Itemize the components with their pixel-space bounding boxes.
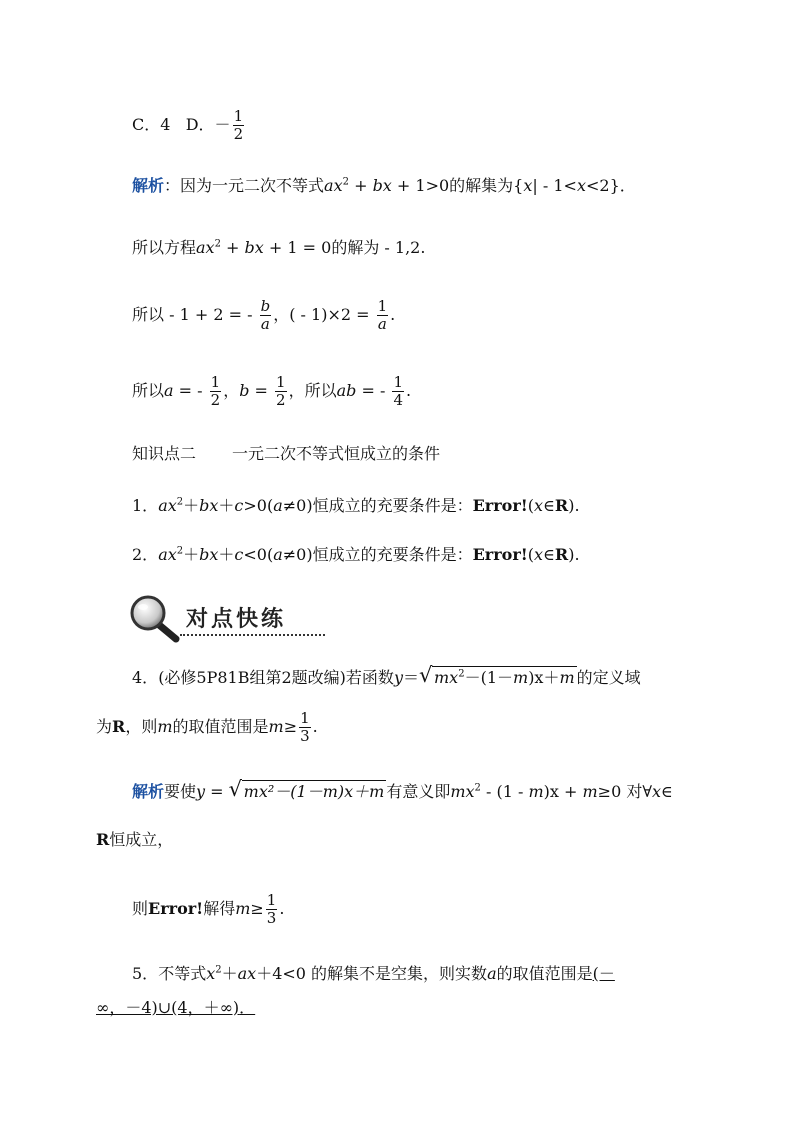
analysis-line-1: 解析：因为一元二次不等式$ax^2$ + bx + 1>0的解集为{x| - 1<x<2}． — [132, 176, 636, 195]
banner-title: 对点快练 — [186, 607, 287, 632]
question-4-line-1: 4．(必修5P81B组第2题改编)若函数y＝ √ $mx^2-(1-m)x+m$ 的定义域 — [132, 666, 641, 690]
magnifier-icon — [128, 594, 184, 644]
practice-banner — [128, 594, 328, 642]
sqrt-expression-2: √ mx²－(1－m)x＋m — [228, 777, 385, 801]
analysis-4-line-1: 解析要使y = √ mx²－(1－m)x＋m 有意义即$mx^2 - (1 - m)x + m\ge 0$ 对∀x∈ — [132, 780, 673, 804]
knowledge-heading — [132, 442, 440, 466]
analysis-4-line-3: 则Error!解得m≥ $\frac{1}{3}$ . — [132, 891, 285, 927]
fraction-b-over-a: $\frac{b}{a}$ — [260, 297, 271, 333]
analysis-line-2: 所以方程$ax^2$ + bx + 1 = 0的解为 - 1,2. — [132, 238, 426, 257]
question-5-answer: ∞，－4)∪(4，＋∞) — [96, 998, 240, 1017]
banner-dotted-rule — [180, 634, 325, 636]
fraction-1-over-a: $\frac{1}{a}$ — [377, 297, 388, 333]
choice-d-label: D． — [185, 115, 215, 134]
fraction-third: $\frac{1}{3}$ — [300, 709, 310, 745]
analysis-line-4: 所以a = - $\frac{1}{2}$ ，b = $\frac{1}{2}$ ，所以ab = - $\frac{1}{4}$ . — [132, 373, 412, 409]
analysis-4-line-2: R恒成立， — [96, 830, 174, 849]
choice-d-fraction: $\frac{1}{2}$ — [233, 107, 244, 143]
question-4-line-2: 为R，则m的取值范围是m≥ $\frac{1}{3}$ . — [96, 709, 318, 745]
knowledge-title: 一元二次不等式恒成立的条件 — [232, 444, 441, 463]
choice-line: C．4 D．－ $\frac{1}{2}$ — [132, 107, 244, 143]
knowledge-label: 知识点二 — [132, 444, 197, 463]
fraction-quarter: $\frac{1}{4}$ — [393, 373, 403, 409]
fraction-half-2: $\frac{1}{2}$ — [276, 373, 286, 409]
fraction-third-2: $\frac{1}{3}$ — [266, 891, 277, 927]
choice-c: C．4 — [132, 115, 171, 134]
sqrt-expression: √ $mx^2-(1-m)x+m$ — [419, 663, 575, 687]
knowledge-item-2: 2．$ax^2+bx+c<0(a\ne 0)$恒成立的充要条件是：Error!(x∈R). — [132, 545, 580, 564]
fraction-half: $\frac{1}{2}$ — [210, 373, 221, 409]
knowledge-item-1: 1．$ax^2+bx+c>0(a\ne 0)$恒成立的充要条件是：Error!(x∈R). — [132, 496, 580, 515]
analysis-line-3: 所以 - 1 + 2 = - $\frac{b}{a}$ ，( - 1)×2 = $\frac{1}{a}$ . — [132, 297, 396, 333]
analysis-label: 解析 — [132, 176, 165, 195]
question-5-line-1: 5．不等式$x^2+ax+4<0$ 的解集不是空集，则实数a的取值范围是(－ — [132, 964, 615, 983]
question-5-line-2: ∞，－4)∪(4，＋∞)． — [96, 998, 256, 1017]
analysis-label-4: 解析 — [132, 782, 165, 801]
